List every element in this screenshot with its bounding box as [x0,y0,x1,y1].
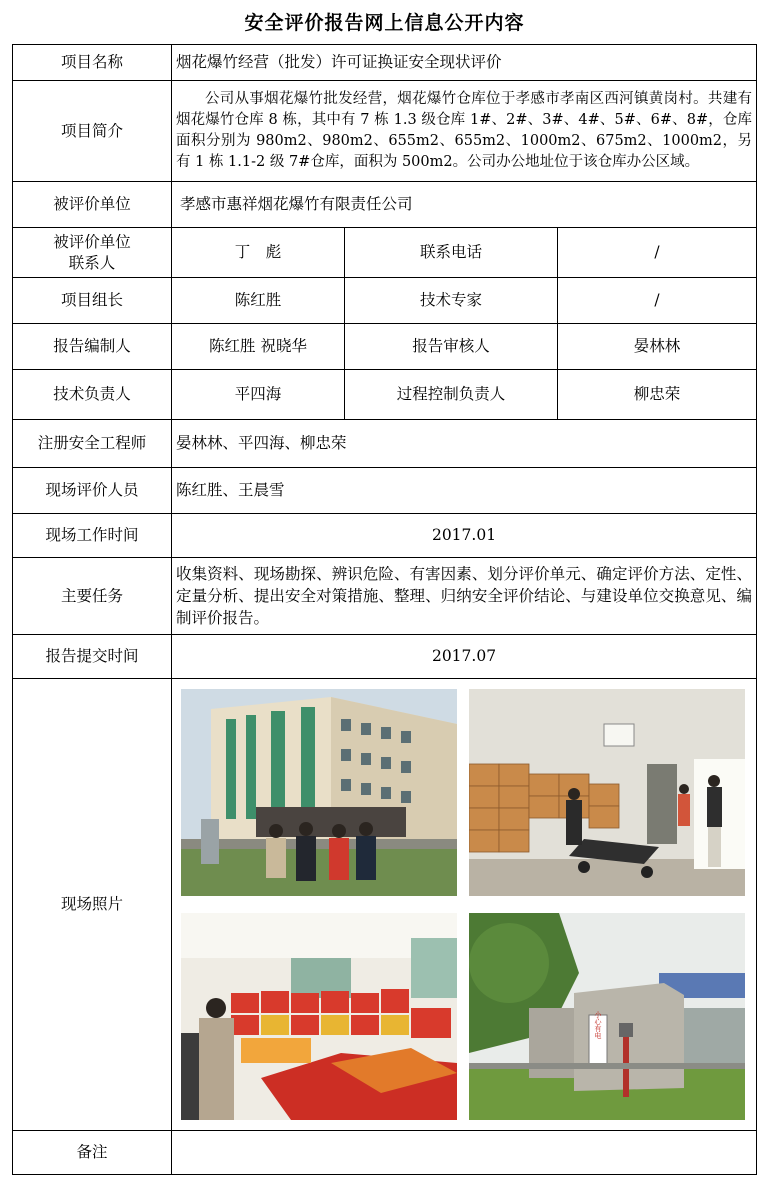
evaluated-unit-value: 孝感市惠祥烟花爆竹有限责任公司 [172,182,757,228]
tech-lead-label: 技术负责人 [13,370,172,420]
row-site-photos [13,679,757,1131]
row-evaluated-unit [13,182,757,228]
photo-office-building [181,689,457,896]
report-author-label: 报告编制人 [13,324,172,370]
phone-label: 联系电话 [345,228,558,278]
row-remarks [13,1131,757,1175]
remarks-label: 备注 [13,1131,172,1175]
project-intro-label: 项目简介 [13,81,172,182]
info-table [12,44,757,1175]
row-project-intro [13,81,757,182]
outdoor-facility-image [469,913,745,1120]
main-tasks-label: 主要任务 [13,558,172,635]
site-photos-label: 现场照片 [13,679,172,1131]
evaluated-unit-label: 被评价单位 [13,182,172,228]
project-intro-cell [172,81,757,182]
photo-warehouse-interior [469,689,745,896]
contact-label-line2: 联系人 [68,253,116,272]
process-control-label: 过程控制负责人 [345,370,558,420]
row-site-work-time [13,514,757,558]
safety-engineers-value: 晏林林、平四海、柳忠荣 [172,420,757,468]
photo-grid [172,681,742,1129]
contact-label [13,228,172,278]
row-contact [13,228,757,278]
warehouse-interior-image [469,689,745,896]
warning-sign-text: 小心有电 [594,1010,602,1039]
remarks-value [172,1131,757,1175]
team-leader-value: 陈红胜 [172,278,345,324]
page-title: 安全评价报告网上信息公开内容 [244,12,525,34]
project-intro-value: 公司从事烟花爆竹批发经营，烟花爆竹仓库位于孝感市孝南区西河镇黄岗村。共建有烟花爆竹仓库 8 栋，其中有 7 栋 1.3 级仓库 1#、2#、3#、4#、5#、6#、8#，仓库面积分别为 980m2、980m2、655m2、655m2、1000m2、675m2、1000m2，另有 1 栋 1.1-2 级 7#仓库，面积为 500m2。公司办公地址位于该仓库办公区域。 [176,90,753,171]
row-report-submit-time [13,635,757,679]
row-team-leader [13,278,757,324]
row-main-tasks [13,558,757,635]
reviewer-value: 晏林林 [558,324,757,370]
report-submit-time-value: 2017.07 [172,635,757,679]
project-name-value: 烟花爆竹经营（批发）许可证换证安全现状评价 [172,45,757,81]
site-work-time-value: 2017.01 [172,514,757,558]
office-building-image [181,689,457,896]
main-tasks-value: 收集资料、现场勘探、辨识危险、有害因素、划分评价单元、确定评价方法、定性、定量分析、提出安全对策措施、整理、归纳安全评价结论、与建设单位交换意见、编制评价报告。 [176,565,753,627]
site-photos-cell [172,679,757,1131]
report-author-value: 陈红胜 祝晓华 [172,324,345,370]
row-safety-engineers [13,420,757,468]
phone-value: / [558,228,757,278]
row-report-author [13,324,757,370]
main-tasks-cell [172,558,757,635]
site-evaluators-label: 现场评价人员 [13,468,172,514]
site-evaluators-value: 陈红胜、王晨雪 [172,468,757,514]
safety-engineers-label: 注册安全工程师 [13,420,172,468]
reviewer-label: 报告审核人 [345,324,558,370]
photo-display-room [181,913,457,1120]
tech-lead-value: 平四海 [172,370,345,420]
process-control-value: 柳忠荣 [558,370,757,420]
report-submit-time-label: 报告提交时间 [13,635,172,679]
contact-label-line1: 被评价单位 [53,232,131,251]
expert-label: 技术专家 [345,278,558,324]
site-work-time-label: 现场工作时间 [13,514,172,558]
display-room-image [181,913,457,1120]
contact-value: 丁 彪 [172,228,345,278]
photo-outdoor-facility [469,913,745,1120]
team-leader-label: 项目组长 [13,278,172,324]
row-project-name [13,45,757,81]
row-tech-lead [13,370,757,420]
row-site-evaluators [13,468,757,514]
expert-value: / [558,278,757,324]
project-name-label: 项目名称 [13,45,172,81]
